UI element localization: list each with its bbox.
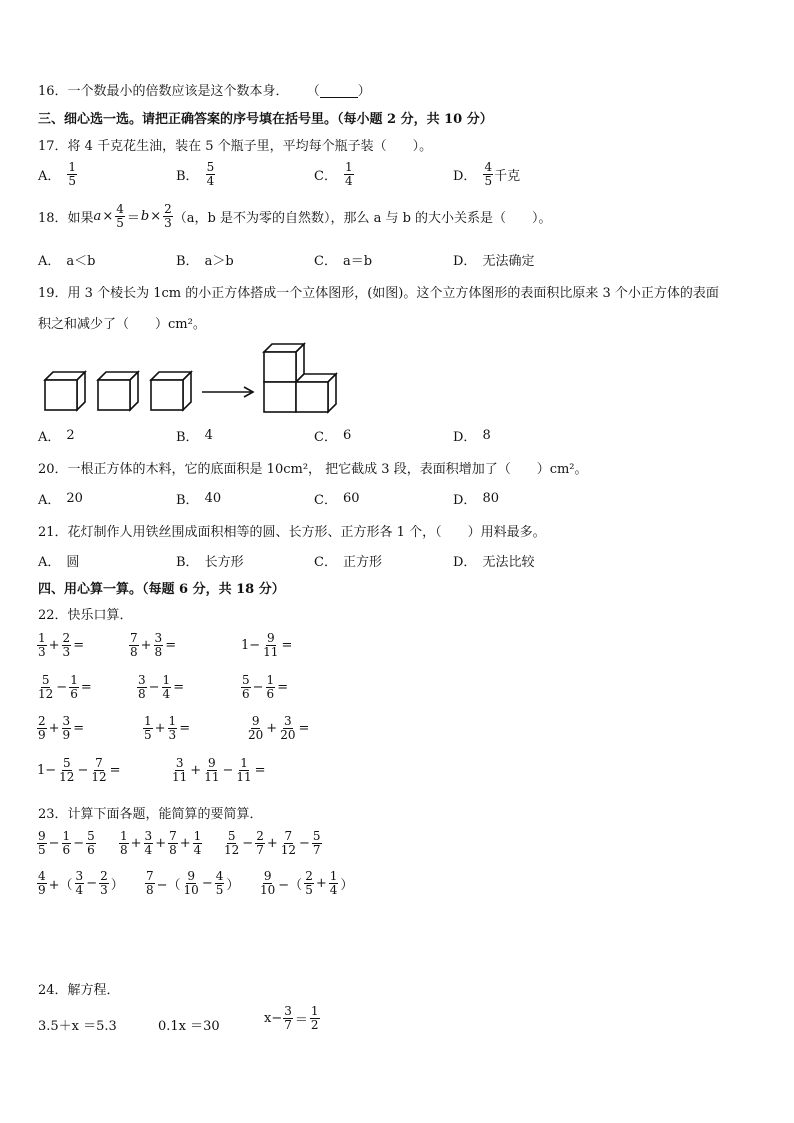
operator: +（ [48, 878, 73, 893]
fraction: $\frac{2}{9}$ [38, 714, 46, 742]
q21-text: 21．花灯制作人用铁丝围成面积相等的圆、长方形、正方形各 1 个，（ ）用料最多。 [38, 525, 546, 540]
fraction: $\frac{3}{8}$ [138, 673, 146, 701]
option-letter: D． [453, 493, 477, 508]
operator: ） [226, 878, 240, 893]
fraction: $\frac{3}{4}$ [144, 829, 153, 857]
option-text: 4 [204, 428, 213, 443]
q19-line-1: 19．用 3 个棱长为 1cm 的小正方体搭成一个立体图形，(如图)。这个立方体图形的表面积比原来 3 个小正方体的表面 [38, 286, 719, 301]
fraction: $\frac{5}{12}$ [224, 829, 240, 857]
option-text: 40 [204, 491, 222, 506]
option-fraction: $\frac{5}{4}$ [206, 160, 215, 188]
q16-text: 16．一个数最小的倍数应该是这个数本身． [38, 84, 289, 99]
operator: − [299, 836, 310, 851]
q22-expr-3-1 [36, 715, 85, 742]
q16-answer-blank[interactable] [320, 85, 358, 98]
operator: = [254, 763, 266, 778]
fraction: $\frac{1}{3}$ [38, 631, 46, 659]
operator: − [73, 836, 85, 851]
option-text: a＝b [342, 254, 373, 269]
operator: + [48, 721, 60, 736]
q18-question [38, 203, 552, 230]
fraction: $\frac{1}{4}$ [162, 673, 171, 701]
fraction: $\frac{7}{8}$ [169, 829, 177, 857]
operator: = [73, 721, 85, 736]
option-letter: C． [314, 169, 337, 184]
operator: + [155, 836, 167, 851]
fraction: $\frac{7}{8}$ [130, 631, 138, 659]
operator: − [86, 876, 98, 891]
q22-expr-1-1 [36, 632, 85, 659]
operator: = [179, 721, 191, 736]
option-letter: D． [453, 254, 477, 269]
operator: − [252, 680, 264, 695]
option-text: a＞b [204, 254, 234, 269]
q21-option-b[interactable] [176, 551, 244, 570]
operator: + [154, 721, 166, 736]
operator: = [277, 680, 289, 695]
q23-expr-2-2 [144, 870, 240, 897]
fraction: $\frac{9}{20}$ [248, 714, 264, 742]
fraction: $\frac{1}{8}$ [120, 829, 128, 857]
q16 [38, 80, 371, 99]
fraction: $\frac{5}{7}$ [312, 829, 321, 857]
operator: − [242, 836, 254, 851]
q24-eq-3-fraction-1: $\frac{3}{7}$ [284, 1004, 292, 1032]
q18-option-d[interactable] [453, 250, 534, 269]
option-letter: C． [314, 555, 337, 570]
q18-suffix: （a，b 是不为零的自然数），那么 a 与 b 的大小关系是（ ）。 [173, 211, 552, 226]
operator: = [165, 638, 177, 653]
fraction: $\frac{1}{3}$ [168, 714, 177, 742]
operator: + [140, 638, 152, 653]
option-text: 长方形 [204, 555, 244, 570]
q22-expr-1-3 [240, 632, 293, 659]
option-letter: D． [453, 430, 477, 445]
option-fraction: $\frac{4}{5}$ [484, 160, 493, 188]
option-letter: A． [38, 254, 61, 269]
fraction: $\frac{4}{9}$ [38, 869, 46, 897]
fraction: $\frac{1}{4}$ [329, 869, 338, 897]
option-letter: A． [38, 555, 61, 570]
fraction: $\frac{1}{6}$ [70, 673, 78, 701]
q22-expr-3-2 [142, 715, 191, 742]
q22-expr-2-3 [240, 674, 289, 701]
q20-option-c[interactable] [314, 489, 360, 508]
operator: = [73, 638, 85, 653]
q19-option-d[interactable] [453, 426, 491, 445]
fraction: $\frac{1}{6}$ [266, 673, 275, 701]
fraction: $\frac{1}{11}$ [236, 756, 252, 784]
cube-1 [45, 372, 85, 410]
q23-expr-1-1 [36, 830, 97, 857]
operator: − [56, 680, 68, 695]
option-letter: C． [314, 493, 337, 508]
q17-option-a[interactable] [38, 161, 78, 188]
option-letter: D． [453, 555, 477, 570]
q22-expr-4-2 [170, 757, 267, 784]
operator: 1− [241, 638, 261, 653]
q18-var-b: b [140, 209, 150, 224]
fraction: $\frac{2}{3}$ [100, 869, 108, 897]
fraction: $\frac{9}{11}$ [204, 756, 220, 784]
section-3-title: 三、细心选一选。请把正确答案的序号填在括号里。（每小题 2 分，共 10 分） [38, 112, 493, 127]
fraction: $\frac{9}{10}$ [260, 869, 276, 897]
operator: = [173, 680, 185, 695]
operator: − [77, 763, 89, 778]
option-text: 2 [66, 428, 75, 443]
combined-cubes [264, 344, 336, 412]
q23-expr-2-3 [258, 870, 354, 897]
option-text: 80 [482, 491, 499, 506]
fraction: $\frac{3}{9}$ [62, 714, 71, 742]
operator: − [201, 876, 213, 891]
q17-option-d[interactable] [453, 161, 520, 188]
operator: + [266, 836, 278, 851]
q20-text: 20．一根正方体的木料，它的底面积是 10cm²， 把它截成 3 段，表面积增加了（ ）cm²。 [38, 462, 588, 477]
option-fraction: $\frac{1}{4}$ [344, 160, 353, 188]
fraction: $\frac{1}{5}$ [144, 714, 152, 742]
operator: + [315, 876, 327, 891]
q24-eq-1: 3.5＋x ＝5.3 [38, 1019, 117, 1034]
fraction: $\frac{5}{6}$ [87, 829, 95, 857]
fraction: $\frac{7}{12}$ [91, 756, 107, 784]
option-fraction: $\frac{1}{5}$ [68, 160, 77, 188]
q17-option-b[interactable] [176, 161, 216, 188]
operator: −（ [156, 878, 181, 893]
operator: = [80, 680, 92, 695]
q22-expr-2-1 [36, 674, 93, 701]
operator: − [148, 680, 160, 695]
operator: + [130, 836, 142, 851]
option-letter: A． [38, 430, 61, 445]
q18-option-a[interactable] [38, 250, 95, 269]
option-text: a＜b [66, 254, 96, 269]
q22-expr-1-2 [128, 632, 177, 659]
fraction: $\frac{1}{4}$ [193, 829, 202, 857]
section-4-title: 四、用心算一算。（每题 6 分，共 18 分） [38, 582, 285, 597]
q19-option-a[interactable] [38, 426, 75, 445]
q24-eq-3-fraction-2: $\frac{1}{2}$ [310, 1004, 319, 1032]
q18-option-c[interactable] [314, 250, 372, 269]
option-letter: A． [38, 493, 61, 508]
q17-text: 17．将 4 千克花生油，装在 5 个瓶子里，平均每个瓶子装（ ）。 [38, 139, 433, 154]
operator: + [179, 836, 191, 851]
q24-title: 24．解方程． [38, 983, 120, 998]
q24-eq-3-prefix: x− [264, 1011, 283, 1026]
q18-equals: ＝ [126, 211, 140, 226]
option-letter: B． [176, 555, 199, 570]
q20-option-b[interactable] [176, 489, 221, 508]
q16-paren-close: ） [357, 84, 371, 99]
option-letter: C． [314, 254, 337, 269]
option-letter: B． [176, 169, 199, 184]
q24-eq-3 [264, 1005, 321, 1032]
q18-prefix: 18．如果 [38, 211, 94, 226]
fraction: $\frac{2}{7}$ [256, 829, 264, 857]
fraction: $\frac{5}{6}$ [242, 673, 250, 701]
operator: = [109, 763, 121, 778]
q23-expr-2-1 [36, 870, 125, 897]
option-letter: D． [453, 169, 477, 184]
operator: = [298, 721, 310, 736]
fraction: $\frac{9}{5}$ [38, 829, 46, 857]
q22-expr-3-3 [246, 715, 310, 742]
arrow-icon [202, 387, 253, 397]
q24-eq-2: 0.1x ＝30 [158, 1019, 220, 1034]
q22-expr-4-1 [36, 757, 122, 784]
option-suffix: 千克 [494, 169, 521, 184]
option-letter: C． [314, 430, 337, 445]
fraction: $\frac{7}{12}$ [280, 829, 297, 857]
fraction: $\frac{1}{6}$ [62, 829, 71, 857]
operator: + [266, 721, 278, 736]
operator: ） [340, 878, 354, 893]
q20-option-a[interactable] [38, 489, 83, 508]
fraction: $\frac{9}{10}$ [183, 869, 199, 897]
q19-line-2: 积之和减少了（ ）cm²。 [38, 317, 206, 332]
operator: − [48, 836, 60, 851]
fraction: $\frac{7}{8}$ [146, 869, 154, 897]
q22-expr-2-2 [136, 674, 185, 701]
q18-times: × [102, 209, 114, 224]
option-text: 无法确定 [482, 254, 535, 269]
cube-3 [151, 372, 191, 410]
q21-option-a[interactable] [38, 551, 79, 570]
operator: 1− [37, 763, 57, 778]
q18-option-b[interactable] [176, 250, 234, 269]
q21-option-c[interactable] [314, 551, 382, 570]
q19-cube-figure [40, 338, 350, 418]
option-text: 6 [342, 428, 352, 443]
q22-title: 22．快乐口算． [38, 608, 133, 623]
operator: − [222, 763, 234, 778]
option-letter: B． [176, 430, 199, 445]
q19-option-c[interactable] [314, 426, 351, 445]
option-text: 8 [482, 428, 491, 443]
q19-option-b[interactable] [176, 426, 213, 445]
q23-expr-1-2 [118, 830, 203, 857]
option-letter: B． [176, 254, 199, 269]
operator: ） [110, 878, 124, 893]
q16-paren-open: （ [306, 84, 320, 99]
fraction: $\frac{3}{8}$ [154, 631, 163, 659]
q23-expr-1-3 [222, 830, 323, 857]
q18-times-2: × [150, 209, 162, 224]
q18-fraction-1: $\frac{4}{5}$ [116, 202, 124, 230]
option-letter: B． [176, 493, 199, 508]
fraction: $\frac{2}{3}$ [62, 631, 71, 659]
fraction: $\frac{9}{11}$ [263, 631, 279, 659]
q18-var-a: a [93, 209, 102, 224]
q20-option-d[interactable] [453, 489, 499, 508]
cube-2 [98, 372, 138, 410]
fraction: $\frac{3}{20}$ [280, 714, 296, 742]
q23-title: 23．计算下面各题，能简算的要简算． [38, 807, 263, 822]
q24-eq-3-equals: ＝ [294, 1013, 308, 1028]
operator: + [190, 763, 202, 778]
fraction: $\frac{2}{5}$ [305, 869, 313, 897]
option-text: 正方形 [342, 555, 382, 570]
operator: = [281, 638, 293, 653]
fraction: $\frac{5}{12}$ [59, 756, 75, 784]
operator: + [48, 638, 60, 653]
option-text: 60 [342, 491, 360, 506]
q17-option-c[interactable] [314, 161, 355, 188]
option-text: 无法比较 [482, 555, 535, 570]
option-text: 20 [66, 491, 83, 506]
fraction: $\frac{3}{4}$ [75, 869, 84, 897]
fraction: $\frac{4}{5}$ [215, 869, 224, 897]
q21-option-d[interactable] [453, 551, 534, 570]
operator: −（ [278, 878, 303, 893]
option-text: 圆 [66, 555, 80, 570]
fraction: $\frac{5}{12}$ [38, 673, 54, 701]
q18-fraction-2: $\frac{2}{3}$ [164, 202, 172, 230]
fraction: $\frac{3}{11}$ [172, 756, 188, 784]
option-letter: A． [38, 169, 61, 184]
